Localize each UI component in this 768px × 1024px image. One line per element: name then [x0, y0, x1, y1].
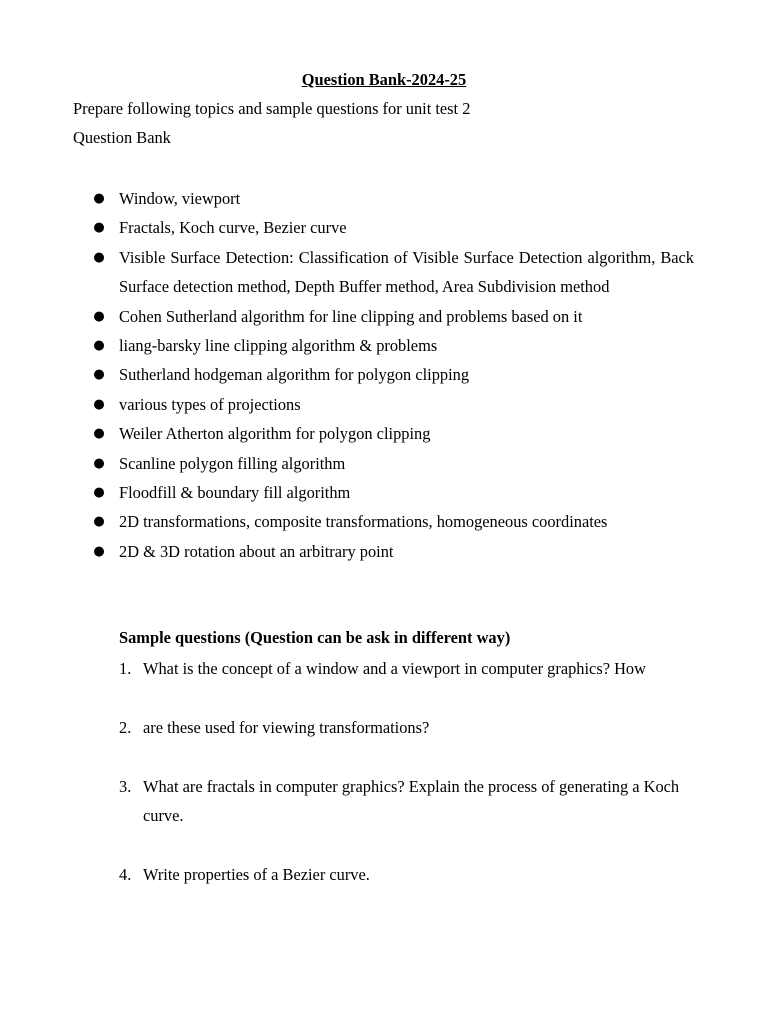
topic-item	[0, 184, 768, 213]
topic-text: Sutherland hodgeman algorithm for polygon clipping	[119, 365, 470, 385]
question-number: 3.	[119, 777, 132, 796]
bullet-icon: ●	[93, 308, 105, 324]
sample-question	[119, 654, 699, 683]
bullet-icon: ●	[93, 485, 105, 501]
question-number: 2.	[119, 718, 132, 737]
topic-item	[0, 390, 768, 419]
intro-line-question-bank: Question Bank	[73, 128, 171, 147]
bullet-icon: ●	[93, 338, 105, 354]
topic-list	[0, 184, 768, 566]
topic-item	[0, 507, 768, 536]
topic-text: Floodfill & boundary fill algorithm	[119, 483, 351, 503]
topic-text: Scanline polygon filling algorithm	[119, 453, 346, 473]
topic-text: Cohen Sutherland algorithm for line clipping and problems based on it	[119, 306, 583, 326]
bullet-icon: ●	[93, 543, 105, 559]
bullet-icon: ●	[93, 426, 105, 442]
topic-text: Weiler Atherton algorithm for polygon clipping	[119, 424, 431, 444]
bullet-icon: ●	[93, 367, 105, 383]
topic-item	[0, 243, 768, 302]
question-text: are these used for viewing transformations?	[143, 718, 430, 737]
topic-item	[0, 331, 768, 360]
bullet-icon: ●	[93, 455, 105, 471]
topic-text: Fractals, Koch curve, Bezier curve	[119, 218, 347, 238]
topic-item	[0, 419, 768, 448]
bullet-icon: ●	[93, 514, 105, 530]
bullet-icon: ●	[93, 396, 105, 412]
bullet-icon: ●	[93, 220, 105, 236]
topic-text: 2D & 3D rotation about an arbitrary point	[119, 541, 394, 561]
question-text: What are fractals in computer graphics? Explain the process of generating a Koch curve.	[143, 777, 680, 826]
sample-question	[119, 860, 699, 889]
question-number: 1.	[119, 659, 132, 678]
question-text: Write properties of a Bezier curve.	[143, 865, 370, 884]
topic-text: liang-barsky line clipping algorithm & problems	[119, 336, 438, 356]
topic-text: 2D transformations, composite transformations, homogeneous coordinates	[119, 512, 608, 532]
intro-line-instructions: Prepare following topics and sample questions for unit test 2	[73, 99, 471, 118]
topic-item	[0, 213, 768, 242]
topic-item	[0, 478, 768, 507]
topic-text: Window, viewport	[119, 189, 241, 208]
question-number: 4.	[119, 865, 132, 884]
topic-text: Visible Surface Detection: Classification of Visible Surface Detection algorithm, Back Surface detection method, Depth Buffer method, Area Subdivision method	[119, 247, 694, 297]
document-title: Question Bank-2024-25	[301, 70, 467, 89]
question-text: What is the concept of a window and a viewport in computer graphics? How	[143, 659, 646, 678]
sample-question	[119, 713, 699, 742]
topic-text: various types of projections	[119, 394, 301, 414]
topic-item	[0, 449, 768, 478]
sample-question	[119, 772, 699, 831]
topic-item	[0, 360, 768, 389]
bullet-icon: ●	[93, 249, 105, 265]
topic-item	[0, 537, 768, 566]
sample-questions-heading: Sample questions (Question can be ask in different way)	[119, 628, 511, 647]
bullet-icon: ●	[93, 191, 105, 206]
topic-item	[0, 302, 768, 331]
